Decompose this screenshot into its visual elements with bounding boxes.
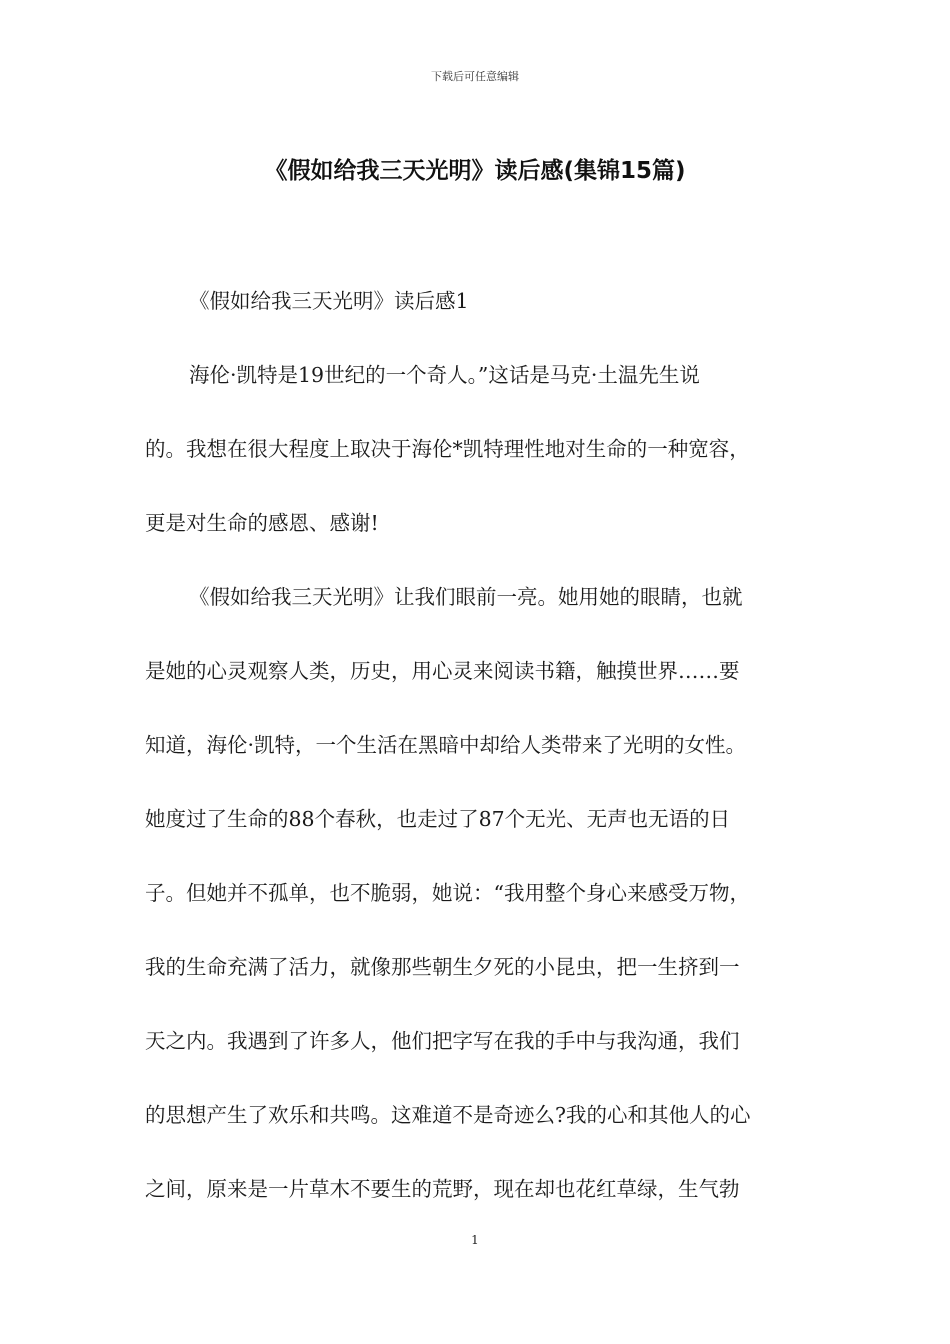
body-line: 知道，海伦·凯特，一个生活在黑暗中却给人类带来了光明的女性。 xyxy=(145,733,747,757)
body-line: 的。我想在很大程度上取决于海伦*凯特理性地对生命的一种宽容， xyxy=(145,437,750,461)
body-line: 的思想产生了欢乐和共鸣。这难道不是奇迹么?我的心和其他人的心 xyxy=(145,1103,751,1127)
body-line: 她度过了生命的88个春秋，也走过了87个无光、无声也无语的日 xyxy=(145,807,731,831)
body-line: 我的生命充满了活力，就像那些朝生夕死的小昆虫，把一生挤到一 xyxy=(145,955,740,979)
body-line: 子。但她并不孤单，也不脆弱，她说：“我用整个身心来感受万物， xyxy=(145,881,750,905)
page-number: 1 xyxy=(471,1233,479,1247)
body-line: 海伦·凯特是19世纪的一个奇人。”这话是马克·土温先生说 xyxy=(189,363,700,387)
body-line: 《假如给我三天光明》让我们眼前一亮。她用她的眼睛，也就 xyxy=(189,585,743,609)
body-line: 《假如给我三天光明》读后感1 xyxy=(189,289,469,313)
body-line: 之间，原来是一片草木不要生的荒野，现在却也花红草绿，生气勃 xyxy=(145,1177,740,1201)
body-line: 是她的心灵观察人类，历史，用心灵来阅读书籍，触摸世界……要 xyxy=(145,659,740,683)
document-body xyxy=(145,280,805,1242)
body-line: 天之内。我遇到了许多人，他们把字写在我的手中与我沟通，我们 xyxy=(145,1029,740,1053)
header-note: 下载后可任意编辑 xyxy=(431,70,519,83)
document-title: 《假如给我三天光明》读后感(集锦15篇) xyxy=(264,158,686,184)
body-line: 更是对生命的感恩、感谢! xyxy=(145,511,379,535)
